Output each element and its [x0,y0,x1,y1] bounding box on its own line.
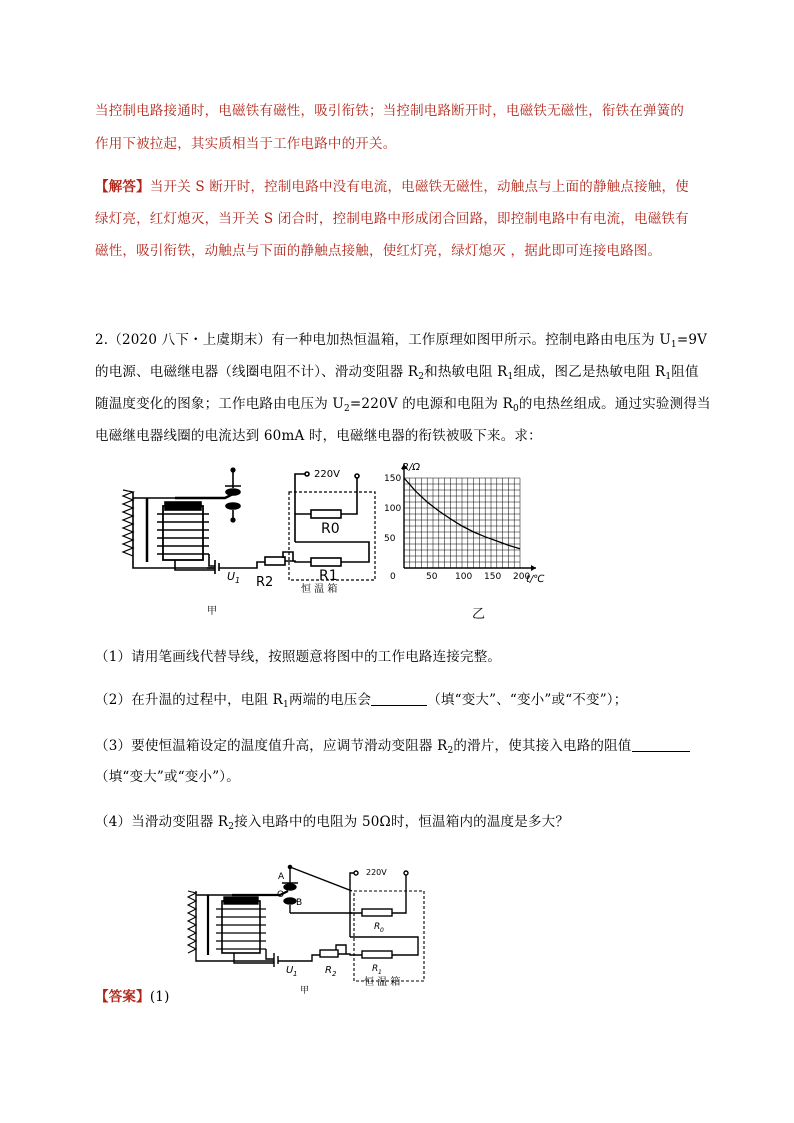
y-tick-label: 50 [384,534,396,544]
x-tick-label: 100 [455,572,473,582]
question-3-line-2: （填“变大”或“变小”）。 [95,769,240,785]
circuit-diagram-jia [115,462,385,622]
intro-line-1: 当控制电路接通时，电磁铁有磁性，吸引衔铁；当控制电路断开时，电磁铁无磁性，衔铁在弹簧的 [95,103,685,119]
question-2: （2）在升温的过程中，电阻 $R_1$两端的电压会 （填“变大”、“变小”或“不变”）； [95,692,628,710]
problem-line-3: 随温度变化的图象；工作电路由电压为 $U_2=220V$ 的电源和电阻为 $R_0$的电热丝组成。通过实验测得当 [95,396,711,414]
answer-text: (1) [149,989,170,1005]
chart-y-label: R/Ω [402,462,420,473]
problem-line-2: 的电源、电磁继电器（线圈电阻不计）、滑动变阻器 $R_2$和热敏电阻 $R_1$组成，图乙是热敏电阻 $R_1$阻值 [95,364,699,382]
chart-x-label: t/℃ [526,574,545,585]
resistance-temperature-chart [380,458,555,628]
solution-text-1: 当开关 S 断开时，控制电路中没有电流，电磁铁无磁性，动触点与上面的静触点接触，使 [149,179,689,195]
problem-line-1: 2.（2020 八下・上虞期末）有一种电加热恒温箱，工作原理如图甲所示。控制电路由电压为 $U_1=9V$ [95,332,708,350]
label-thermostat-box: 恒 温 箱 [301,584,338,595]
x-tick-label: 0 [390,572,396,582]
label-r1: R1 [319,568,338,584]
solution-tag: 【解答】 [95,179,150,195]
label-thermostat-box-2: 恒 温 箱 [364,977,401,988]
label-r1-sub-2: 1 [378,969,382,976]
label-r1-2: R [372,964,379,974]
x-tick-label: 200 [513,572,531,582]
label-r0: R0 [321,521,340,537]
label-r0-2: R [374,922,381,932]
label-r2-2: R [325,965,332,976]
label-u: U [227,570,236,583]
label-u-sub-2: 1 [293,970,298,978]
caption-jia-2: 甲 [300,986,310,995]
solution-line-1 [95,170,700,204]
label-220v-2: 220V [366,868,387,877]
answer-blank-q3[interactable] [632,739,690,752]
caption-jia: 甲 [207,606,217,617]
label-u-2: U [286,965,294,976]
intro-line-2: 作用下被拉起，其实质相当于工作电路中的开关。 [95,136,397,152]
caption-yi: 乙 [472,607,486,622]
question-3: （3）要使恒温箱设定的温度值升高，应调节滑动变阻器 $R_2$的滑片，使其接入电路的阻值 [95,729,700,763]
x-tick-label: 50 [426,572,438,582]
answer-blank-q2[interactable] [371,693,427,706]
chart-grid [404,478,520,568]
x-tick-label: 150 [484,572,502,582]
answer-circuit-diagram [182,855,432,995]
y-tick-label: 100 [384,504,402,514]
label-b: B [296,898,303,908]
question-1: （1）请用笔画线代替导线，按照题意将图中的工作电路连接完整。 [95,649,502,665]
answer-line [95,980,700,1014]
label-o: O [277,890,285,900]
x-axis-arrow [531,565,536,571]
question-4: （4）当滑动变阻器 $R_2$接入电路中的电阻为 50Ω时，恒温箱内的温度是多大？ [95,814,570,832]
problem-line-4: 电磁继电器线圈的电流达到 60mA 时，电磁继电器的衔铁被吸下来。求： [95,428,542,444]
label-u-sub: 1 [235,576,241,585]
label-a: A [278,872,285,882]
label-220v: 220V [314,469,340,480]
answer-tag: 【答案】 [95,989,150,1005]
label-r2-sub-2: 2 [332,970,337,978]
solution-line-3: 磁性，吸引衔铁，动触点与下面的静触点接触，使红灯亮，绿灯熄灭 ，据此即可连接电路图。 [95,243,662,259]
y-tick-label: 150 [384,474,402,484]
label-r0-sub-2: 0 [380,927,384,934]
label-r2: R2 [256,575,274,590]
solution-line-2: 绿灯亮，红灯熄灭，当开关 S 闭合时，控制电路中形成闭合回路，即控制电路中有电流，电磁铁有 [95,211,689,227]
